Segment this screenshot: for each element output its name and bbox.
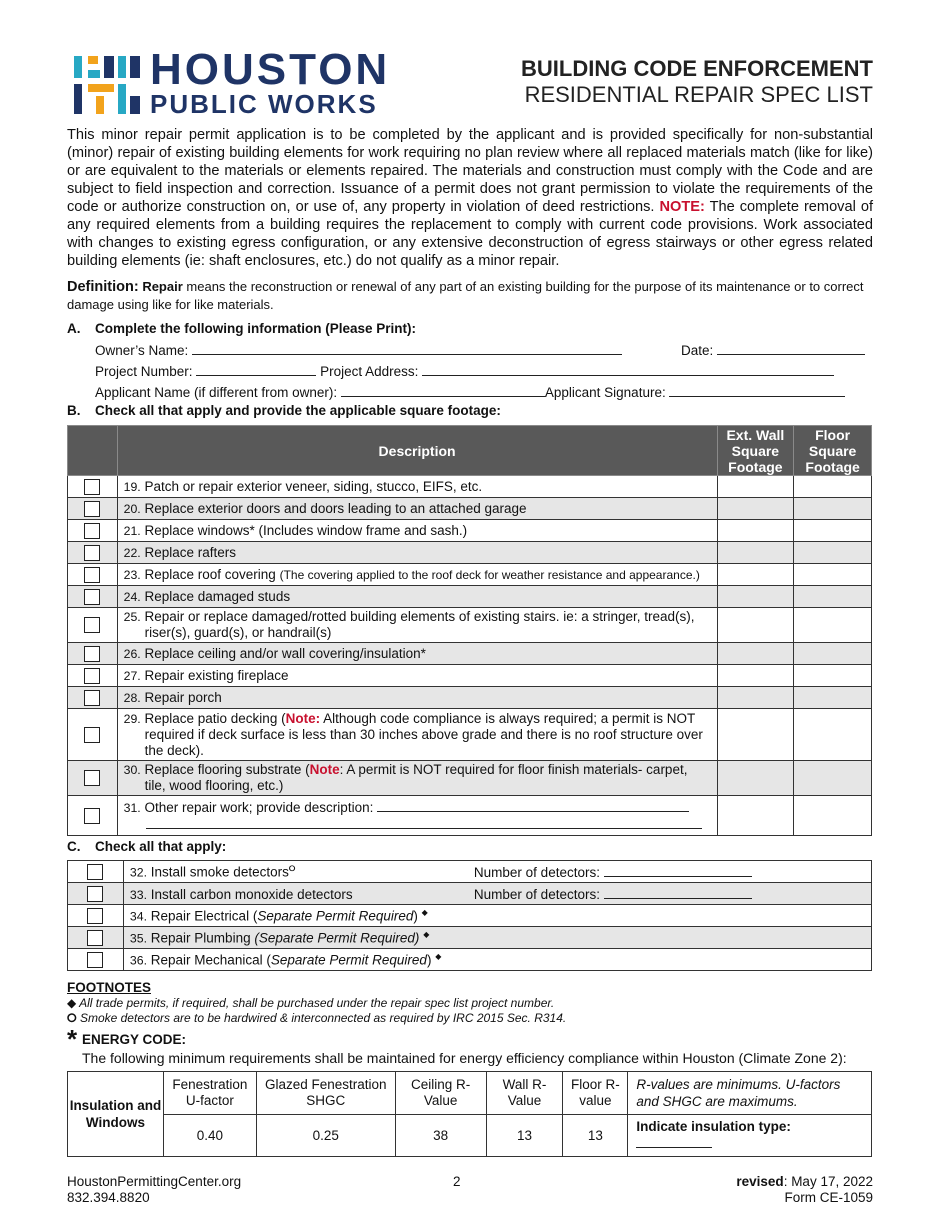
other-description-field-1[interactable] <box>377 799 689 812</box>
checkbox-item-28[interactable] <box>84 690 100 706</box>
energy-notes: R-values are minimums. U-factors and SHGC are maximums. <box>628 1072 872 1115</box>
diamond-icon: ◆ <box>67 996 77 1010</box>
item-30-floor-field[interactable] <box>794 761 872 796</box>
item-24-ext-wall-field[interactable] <box>717 586 794 608</box>
section-b-letter: B. <box>67 403 81 418</box>
footnotes-title: FOOTNOTES <box>67 980 151 995</box>
checkbox-item-34[interactable] <box>87 908 103 924</box>
project-address-field[interactable] <box>422 363 834 376</box>
energy-row-head: Insulation and Windows <box>68 1072 164 1157</box>
section-c-letter: C. <box>67 839 81 854</box>
table-row <box>68 796 872 836</box>
applicant-row <box>95 384 845 400</box>
logo-text-houston: HOUSTON <box>150 45 391 94</box>
insulation-type-label: Indicate insulation type: <box>636 1119 791 1134</box>
item-19-description: 19. Patch or repair exterior veneer, siding, stucco, EIFS, etc. <box>117 476 717 498</box>
item-22-floor-field[interactable] <box>794 542 872 564</box>
item-33-description: 33. Install carbon monoxide detectors Number of detectors: <box>123 883 871 905</box>
item-31-ext-wall-field[interactable] <box>717 796 794 836</box>
table-row <box>68 905 872 927</box>
item-26-description: 26. Replace ceiling and/or wall covering/insulation* <box>117 643 717 665</box>
checkbox-item-24[interactable] <box>84 589 100 605</box>
detector-trade-table <box>67 860 872 971</box>
item-25-description: 25. Repair or replace damaged/rotted building elements of existing stairs. ie: a stringer, tread(s), riser(s), guard(s), or handrail(s) <box>117 608 717 643</box>
co-detector-count-field[interactable] <box>604 886 752 899</box>
energy-col-wall: Wall R-Value <box>486 1072 563 1115</box>
page-number: 2 <box>453 1174 461 1189</box>
table-header-ext-wall: Ext. Wall Square Footage <box>717 426 794 476</box>
logo-mark-icon <box>72 52 142 116</box>
project-number-row <box>95 363 834 379</box>
table-header-check <box>68 426 118 476</box>
diamond-icon: ◆ <box>421 907 428 917</box>
table-row <box>68 564 872 586</box>
table-header-description: Description <box>117 426 717 476</box>
checkbox-item-27[interactable] <box>84 668 100 684</box>
table-row <box>68 608 872 643</box>
owner-name-field[interactable] <box>192 342 622 355</box>
checkbox-item-35[interactable] <box>87 930 103 946</box>
item-25-floor-field[interactable] <box>794 608 872 643</box>
houston-public-works-logo <box>72 45 392 119</box>
checkbox-item-20[interactable] <box>84 501 100 517</box>
table-row <box>68 883 872 905</box>
item-29-floor-field[interactable] <box>794 709 872 761</box>
table-row <box>68 498 872 520</box>
intro-paragraph <box>67 126 873 270</box>
energy-value-glazed: 0.25 <box>256 1115 395 1157</box>
item-23-ext-wall-field[interactable] <box>717 564 794 586</box>
table-row <box>68 709 872 761</box>
energy-star-icon: * <box>67 1024 78 1054</box>
checkbox-item-21[interactable] <box>84 523 100 539</box>
definition-paragraph <box>67 278 873 313</box>
page-title: BUILDING CODE ENFORCEMENT <box>521 56 873 81</box>
definition-text: means the reconstruction or renewal of any part of an existing building for the purpose of its maintenance or to correct damage using like for like materials. <box>67 279 864 312</box>
item-28-floor-field[interactable] <box>794 687 872 709</box>
checkbox-item-23[interactable] <box>84 567 100 583</box>
checkbox-item-25[interactable] <box>84 617 100 633</box>
applicant-signature-label: Applicant Signature: <box>544 385 666 400</box>
insulation-type-cell <box>628 1115 872 1157</box>
table-row <box>68 520 872 542</box>
logo-text-public-works: PUBLIC WORKS <box>150 89 378 119</box>
applicant-name-label: Applicant Name (if different from owner): <box>95 385 338 400</box>
checkbox-item-19[interactable] <box>84 479 100 495</box>
checkbox-item-29[interactable] <box>84 727 100 743</box>
item-21-floor-field[interactable] <box>794 520 872 542</box>
checkbox-item-33[interactable] <box>87 886 103 902</box>
checkbox-item-22[interactable] <box>84 545 100 561</box>
energy-col-fenestration: Fenestration U-factor <box>163 1072 256 1115</box>
table-row <box>68 542 872 564</box>
item-28-description: 28. Repair porch <box>117 687 717 709</box>
applicant-name-field[interactable] <box>341 384 545 397</box>
insulation-type-field[interactable] <box>636 1135 712 1148</box>
table-row <box>68 949 872 971</box>
table-row <box>68 687 872 709</box>
item-20-description: 20. Replace exterior doors and doors leading to an attached garage <box>117 498 717 520</box>
project-address-label: Project Address: <box>320 364 419 379</box>
other-description-field-2[interactable] <box>146 816 702 829</box>
owner-name-row <box>95 342 622 358</box>
applicant-signature-field[interactable] <box>669 384 845 397</box>
item-28-ext-wall-field[interactable] <box>717 687 794 709</box>
section-a-letter: A. <box>67 321 81 336</box>
table-row <box>68 861 872 883</box>
item-22-ext-wall-field[interactable] <box>717 542 794 564</box>
footer-revised: revised: May 17, 2022 <box>736 1174 873 1189</box>
footer-website: HoustonPermittingCenter.org <box>67 1174 242 1189</box>
repair-items-table <box>67 425 872 836</box>
table-row <box>68 586 872 608</box>
item-24-description: 24. Replace damaged studs <box>117 586 717 608</box>
energy-value-fenestration: 0.40 <box>163 1115 256 1157</box>
item-21-description: 21. Replace windows* (Includes window frame and sash.) <box>117 520 717 542</box>
checkbox-item-30[interactable] <box>84 770 100 786</box>
item-21-ext-wall-field[interactable] <box>717 520 794 542</box>
project-number-field[interactable] <box>196 363 316 376</box>
section-c-title: Check all that apply: <box>95 839 227 854</box>
item-20-ext-wall-field[interactable] <box>717 498 794 520</box>
project-number-label: Project Number: <box>95 364 193 379</box>
table-row <box>68 476 872 498</box>
diamond-icon: ◆ <box>423 929 430 939</box>
footnote-circle: ⭘ Smoke detectors are to be hardwired & interconnected as required by IRC 2015 Sec. R314. <box>67 1011 567 1025</box>
item-31-description: 31. Other repair work; provide description: <box>117 796 717 836</box>
item-27-description: 27. Repair existing fireplace <box>117 665 717 687</box>
definition-word: Repair <box>142 279 183 294</box>
footnote-diamond: ◆ All trade permits, if required, shall be purchased under the repair spec list project number. <box>67 996 555 1010</box>
definition-term: Definition: <box>67 279 139 295</box>
item-23-description: 23. Replace roof covering (The covering applied to the roof deck for weather resistance and appearance.) <box>117 564 717 586</box>
energy-col-ceiling: Ceiling R-Value <box>395 1072 486 1115</box>
section-b-heading <box>67 403 501 418</box>
table-header-floor: Floor Square Footage <box>794 426 872 476</box>
table-row <box>68 761 872 796</box>
checkbox-item-31[interactable] <box>84 808 100 824</box>
energy-value-wall: 13 <box>486 1115 563 1157</box>
item-27-ext-wall-field[interactable] <box>717 665 794 687</box>
item-19-ext-wall-field[interactable] <box>717 476 794 498</box>
item-25-ext-wall-field[interactable] <box>717 608 794 643</box>
item-30-description: 30. Replace flooring substrate (Note: A permit is NOT required for floor finish materials- carpet, tile, wood flooring, etc.) <box>117 761 717 796</box>
section-c-heading <box>67 839 226 854</box>
energy-value-ceiling: 38 <box>395 1115 486 1157</box>
checkbox-item-36[interactable] <box>87 952 103 968</box>
item-23-floor-field[interactable] <box>794 564 872 586</box>
checkbox-item-26[interactable] <box>84 646 100 662</box>
energy-value-floor: 13 <box>563 1115 628 1157</box>
item-22-description: 22. Replace rafters <box>117 542 717 564</box>
page-subtitle: RESIDENTIAL REPAIR SPEC LIST <box>524 82 873 107</box>
item-24-floor-field[interactable] <box>794 586 872 608</box>
section-a-title: Complete the following information (Please Print): <box>95 321 417 336</box>
item-20-floor-field[interactable] <box>794 498 872 520</box>
energy-col-glazed: Glazed Fenestration SHGC <box>256 1072 395 1115</box>
item-30-ext-wall-field[interactable] <box>717 761 794 796</box>
section-b-title: Check all that apply and provide the applicable square footage: <box>95 403 501 418</box>
section-a-heading <box>67 321 416 336</box>
item-26-ext-wall-field[interactable] <box>717 643 794 665</box>
table-row <box>68 927 872 949</box>
intro-text-1: This minor repair permit application is to be completed by the applicant and is provided specifically for non-substantial (minor) repair of existing building elements for work requiring no plan review where all replaced materials match (like for like) or are equivalent to the materials or elements repaired. The materials and construction must comply with the Code and are subject to field inspection and correction. Issuance of a permit does not grant permission to violate the requirements of the code or authorize construction on, or use of, any property in violation of deed restrictions. <box>67 127 873 215</box>
circle-icon: ⭘ <box>67 1011 77 1025</box>
date-label: Date: <box>681 343 714 358</box>
intro-text-2: The complete removal of any required elements from a building requires the replacement to comply with current code provisions. Work associated with changes to existing egress configuration, or any extensive deconstruction of egress stairways or other egress related building elements (ie: shaft enclosures, etc.) do not qualify as a minor repair. <box>67 199 874 269</box>
energy-requirements-table <box>67 1071 872 1157</box>
owner-name-label: Owner’s Name: <box>95 343 189 358</box>
item-35-description: 35. Repair Plumbing (Separate Permit Required) ◆ <box>123 927 871 949</box>
item-29-ext-wall-field[interactable] <box>717 709 794 761</box>
date-row <box>681 342 865 358</box>
item-31-floor-field[interactable] <box>794 796 872 836</box>
item-29-description: 29. Replace patio decking (Note: Although code compliance is always required; a permit is NOT required if deck surface is less than 30 inches above grade and there is no roof structure over the deck). <box>117 709 717 761</box>
table-row <box>68 665 872 687</box>
item-36-description: 36. Repair Mechanical (Separate Permit Required) ◆ <box>123 949 871 971</box>
footer-form-number: Form CE-1059 <box>784 1190 873 1205</box>
diamond-icon: ◆ <box>435 951 442 961</box>
energy-code-text: The following minimum requirements shall be maintained for energy efficiency compliance within Houston (Climate Zone 2): <box>82 1050 847 1066</box>
item-34-description: 34. Repair Electrical (Separate Permit Required) ◆ <box>123 905 871 927</box>
date-field[interactable] <box>717 342 865 355</box>
circle-mark-icon: ⭘ <box>288 864 296 873</box>
intro-note-label: NOTE: <box>659 199 705 215</box>
footer-phone: 832.394.8820 <box>67 1190 150 1205</box>
item-32-description: 32. Install smoke detectors⭘ Number of detectors: <box>123 861 871 883</box>
checkbox-item-32[interactable] <box>87 864 103 880</box>
item-26-floor-field[interactable] <box>794 643 872 665</box>
item-19-floor-field[interactable] <box>794 476 872 498</box>
smoke-detector-count-field[interactable] <box>604 864 752 877</box>
table-row <box>68 643 872 665</box>
item-27-floor-field[interactable] <box>794 665 872 687</box>
energy-code-title: ENERGY CODE: <box>82 1032 187 1047</box>
energy-col-floor: Floor R-value <box>563 1072 628 1115</box>
